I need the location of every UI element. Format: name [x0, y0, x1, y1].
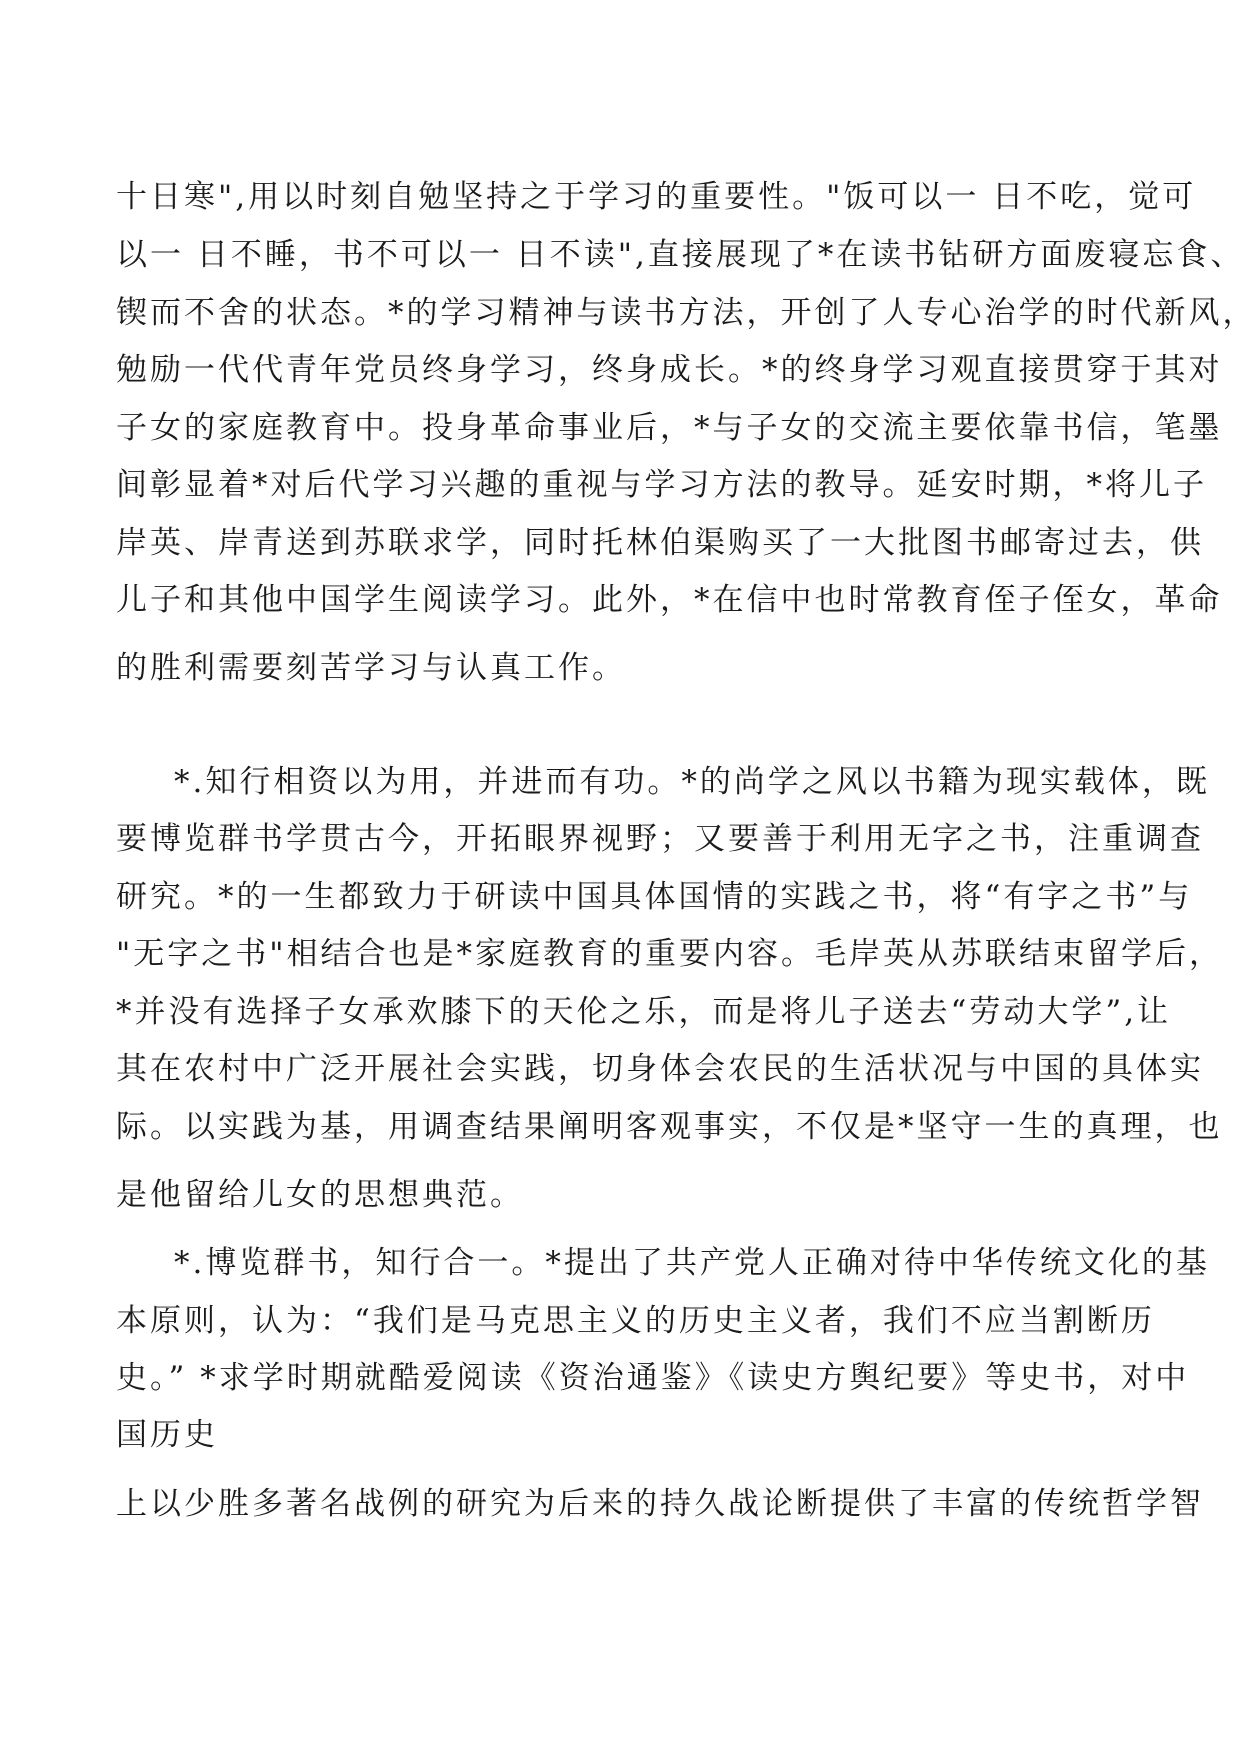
paragraph-start-line: *.博览群书，知行合一。*提出了共产党人正确对待中华传统文化的基: [174, 1245, 1210, 1281]
text-line: "无字之书"相结合也是*家庭教育的重要内容。毛岸英从苏联结束留学后，: [116, 936, 1224, 972]
text-line: 子女的家庭教育中。投身革命事业后，*与子女的交流主要依靠书信，笔墨: [116, 410, 1223, 446]
text-line: 际。以实践为基，用调查结果阐明客观事实，不仅是*坚守一生的真理，也: [116, 1109, 1223, 1145]
text-line: 要博览群书学贯古今，开拓眼界视野；又要善于利用无字之书，注重调查: [116, 821, 1204, 857]
text-line: 岸英、岸青送到苏联求学，同时托林伯渠购买了一大批图书邮寄过去，供: [116, 525, 1204, 561]
text-line: 勉励一代代青年党员终身学习，终身成长。*的终身学习观直接贯穿于其对: [116, 352, 1223, 388]
text-line: 以一 日不睡，书不可以一 日不读",直接展现了*在读书钻研方面废寝忘食、: [116, 237, 1245, 273]
text-line: 是他留给儿女的思想典范。: [116, 1177, 524, 1213]
text-line: 儿子和其他中国学生阅读学习。此外，*在信中也时常教育侄子侄女，革命: [116, 582, 1223, 618]
text-line: *并没有选择子女承欢膝下的天伦之乐，而是将儿子送去“劳动大学”,让: [116, 994, 1172, 1030]
paragraph-start-line: *.知行相资以为用，并进而有功。*的尚学之风以书籍为现实载体，既: [174, 764, 1210, 800]
text-line: 本原则，认为：“我们是马克思主义的历史主义者，我们不应当割断历: [116, 1303, 1155, 1339]
text-line: 研究。*的一生都致力于研读中国具体国情的实践之书，将“有字之书”与: [116, 879, 1193, 915]
text-line: 史。” *求学时期就酷爱阅读《资治通鉴》《读史方舆纪要》等史书，对中: [116, 1360, 1190, 1396]
text-line: 其在农村中广泛开展社会实践，切身体会农民的生活状况与中国的具体实: [116, 1051, 1204, 1087]
text-line: 十日寒",用以时刻自勉坚持之于学习的重要性。"饭可以一 日不吃，觉可: [116, 179, 1197, 215]
text-line: 上以少胜多著名战例的研究为后来的持久战论断提供了丰富的传统哲学智: [116, 1486, 1204, 1522]
text-line: 间彰显着*对后代学习兴趣的重视与学习方法的教导。延安时期，*将儿子: [116, 467, 1207, 503]
text-line: 锲而不舍的状态。*的学习精神与读书方法，开创了人专心治学的时代新风，: [116, 295, 1257, 331]
text-line: 的胜利需要刻苦学习与认真工作。: [116, 650, 626, 686]
text-line: 国历史: [116, 1417, 218, 1453]
